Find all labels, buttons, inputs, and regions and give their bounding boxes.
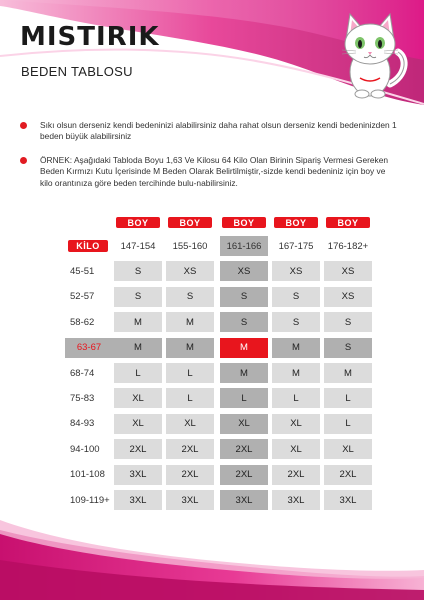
boy-header-badge: BOY [116, 217, 160, 228]
size-cell: L [220, 388, 268, 408]
weight-range-label: 75-83 [70, 392, 95, 404]
bullet-dot-icon [20, 122, 27, 129]
weight-range-label: 58-62 [70, 316, 95, 328]
size-cell: S [324, 312, 372, 332]
size-cell: S [324, 338, 372, 358]
size-cell: M [166, 312, 214, 332]
size-cell: S [220, 287, 268, 307]
size-cell: 2XL [166, 439, 214, 459]
height-range-header: 155-160 [172, 240, 208, 252]
size-cell: XS [324, 287, 372, 307]
size-cell: M [220, 338, 268, 358]
weight-range-label: 68-74 [70, 367, 95, 379]
size-cell: S [220, 312, 268, 332]
height-range-header: 167-175 [278, 240, 314, 252]
size-cell: XL [272, 414, 320, 434]
note-example [20, 155, 400, 189]
size-cell: XS [166, 261, 214, 281]
size-cell: XL [114, 388, 162, 408]
size-cell: 3XL [324, 490, 372, 510]
weight-range-label: 109-119+ [70, 494, 110, 506]
size-cell: S [272, 312, 320, 332]
boy-header-badge: BOY [222, 217, 266, 228]
size-cell: M [220, 363, 268, 383]
height-range-header: 147-154 [120, 240, 156, 252]
size-cell: L [114, 363, 162, 383]
height-range-header: 176-182+ [327, 240, 369, 252]
size-cell: 2XL [220, 465, 268, 485]
size-cell: 3XL [220, 490, 268, 510]
size-cell: 3XL [166, 490, 214, 510]
size-cell: XL [114, 414, 162, 434]
brand-logo-text: MISTIRIK [20, 22, 160, 52]
size-cell: XL [166, 414, 214, 434]
size-cell: 3XL [272, 490, 320, 510]
size-cell: XS [324, 261, 372, 281]
size-cell: L [324, 414, 372, 434]
size-cell: S [114, 261, 162, 281]
size-cell: XS [272, 261, 320, 281]
size-cell: M [272, 363, 320, 383]
size-cell: S [272, 287, 320, 307]
boy-header-badge: BOY [274, 217, 318, 228]
size-cell: M [114, 312, 162, 332]
size-cell: XL [272, 439, 320, 459]
kilo-header-badge: KİLO [68, 240, 108, 252]
cat-mascot-icon [332, 6, 410, 100]
size-cell: M [272, 338, 320, 358]
weight-range-label: 52-57 [70, 291, 95, 303]
weight-range-label: 63-67 [65, 338, 113, 358]
note-size-advice [20, 120, 400, 143]
note-text: Sıkı olsun derseniz kendi bedeninizi alabilirsiniz daha rahat olsun derseniz kendi bedeninizden 1 beden büyük alabilirsiniz [40, 120, 397, 142]
size-cell: M [324, 363, 372, 383]
page-title: BEDEN TABLOSU [21, 64, 133, 79]
size-cell: 2XL [114, 439, 162, 459]
size-cell: XL [324, 439, 372, 459]
weight-range-label: 94-100 [70, 443, 100, 455]
size-cell: M [166, 338, 214, 358]
footer-wave-graphic [0, 520, 424, 600]
size-cell: M [114, 338, 162, 358]
size-cell: 2XL [166, 465, 214, 485]
size-cell: S [166, 287, 214, 307]
note-text: ÖRNEK: Aşağıdaki Tabloda Boyu 1,63 Ve Kilosu 64 Kilo Olan Birinin Sipariş Vermesi Gereken Beden Kırmızı Kutu İçerisinde M Beden Olarak Belirtilmiştir,-sizde kendi bedeniniz için boy ve kilo orantınıza göre beden tercihinde bulu-nabilirsiniz. [40, 155, 389, 188]
bullet-dot-icon [20, 157, 27, 164]
size-cell: S [114, 287, 162, 307]
boy-header-badge: BOY [168, 217, 212, 228]
weight-range-label: 45-51 [70, 265, 95, 277]
height-range-header: 161-166 [220, 236, 268, 256]
size-cell: 3XL [114, 465, 162, 485]
size-cell: L [166, 363, 214, 383]
weight-range-label: 84-93 [70, 418, 95, 430]
weight-range-label: 101-108 [70, 469, 105, 481]
size-cell: 3XL [114, 490, 162, 510]
size-cell: 2XL [220, 439, 268, 459]
size-cell: 2XL [272, 465, 320, 485]
size-cell: L [272, 388, 320, 408]
size-cell: XL [220, 414, 268, 434]
boy-header-badge: BOY [326, 217, 370, 228]
size-cell: L [324, 388, 372, 408]
size-cell: 2XL [324, 465, 372, 485]
size-cell: XS [220, 261, 268, 281]
size-cell: L [166, 388, 214, 408]
